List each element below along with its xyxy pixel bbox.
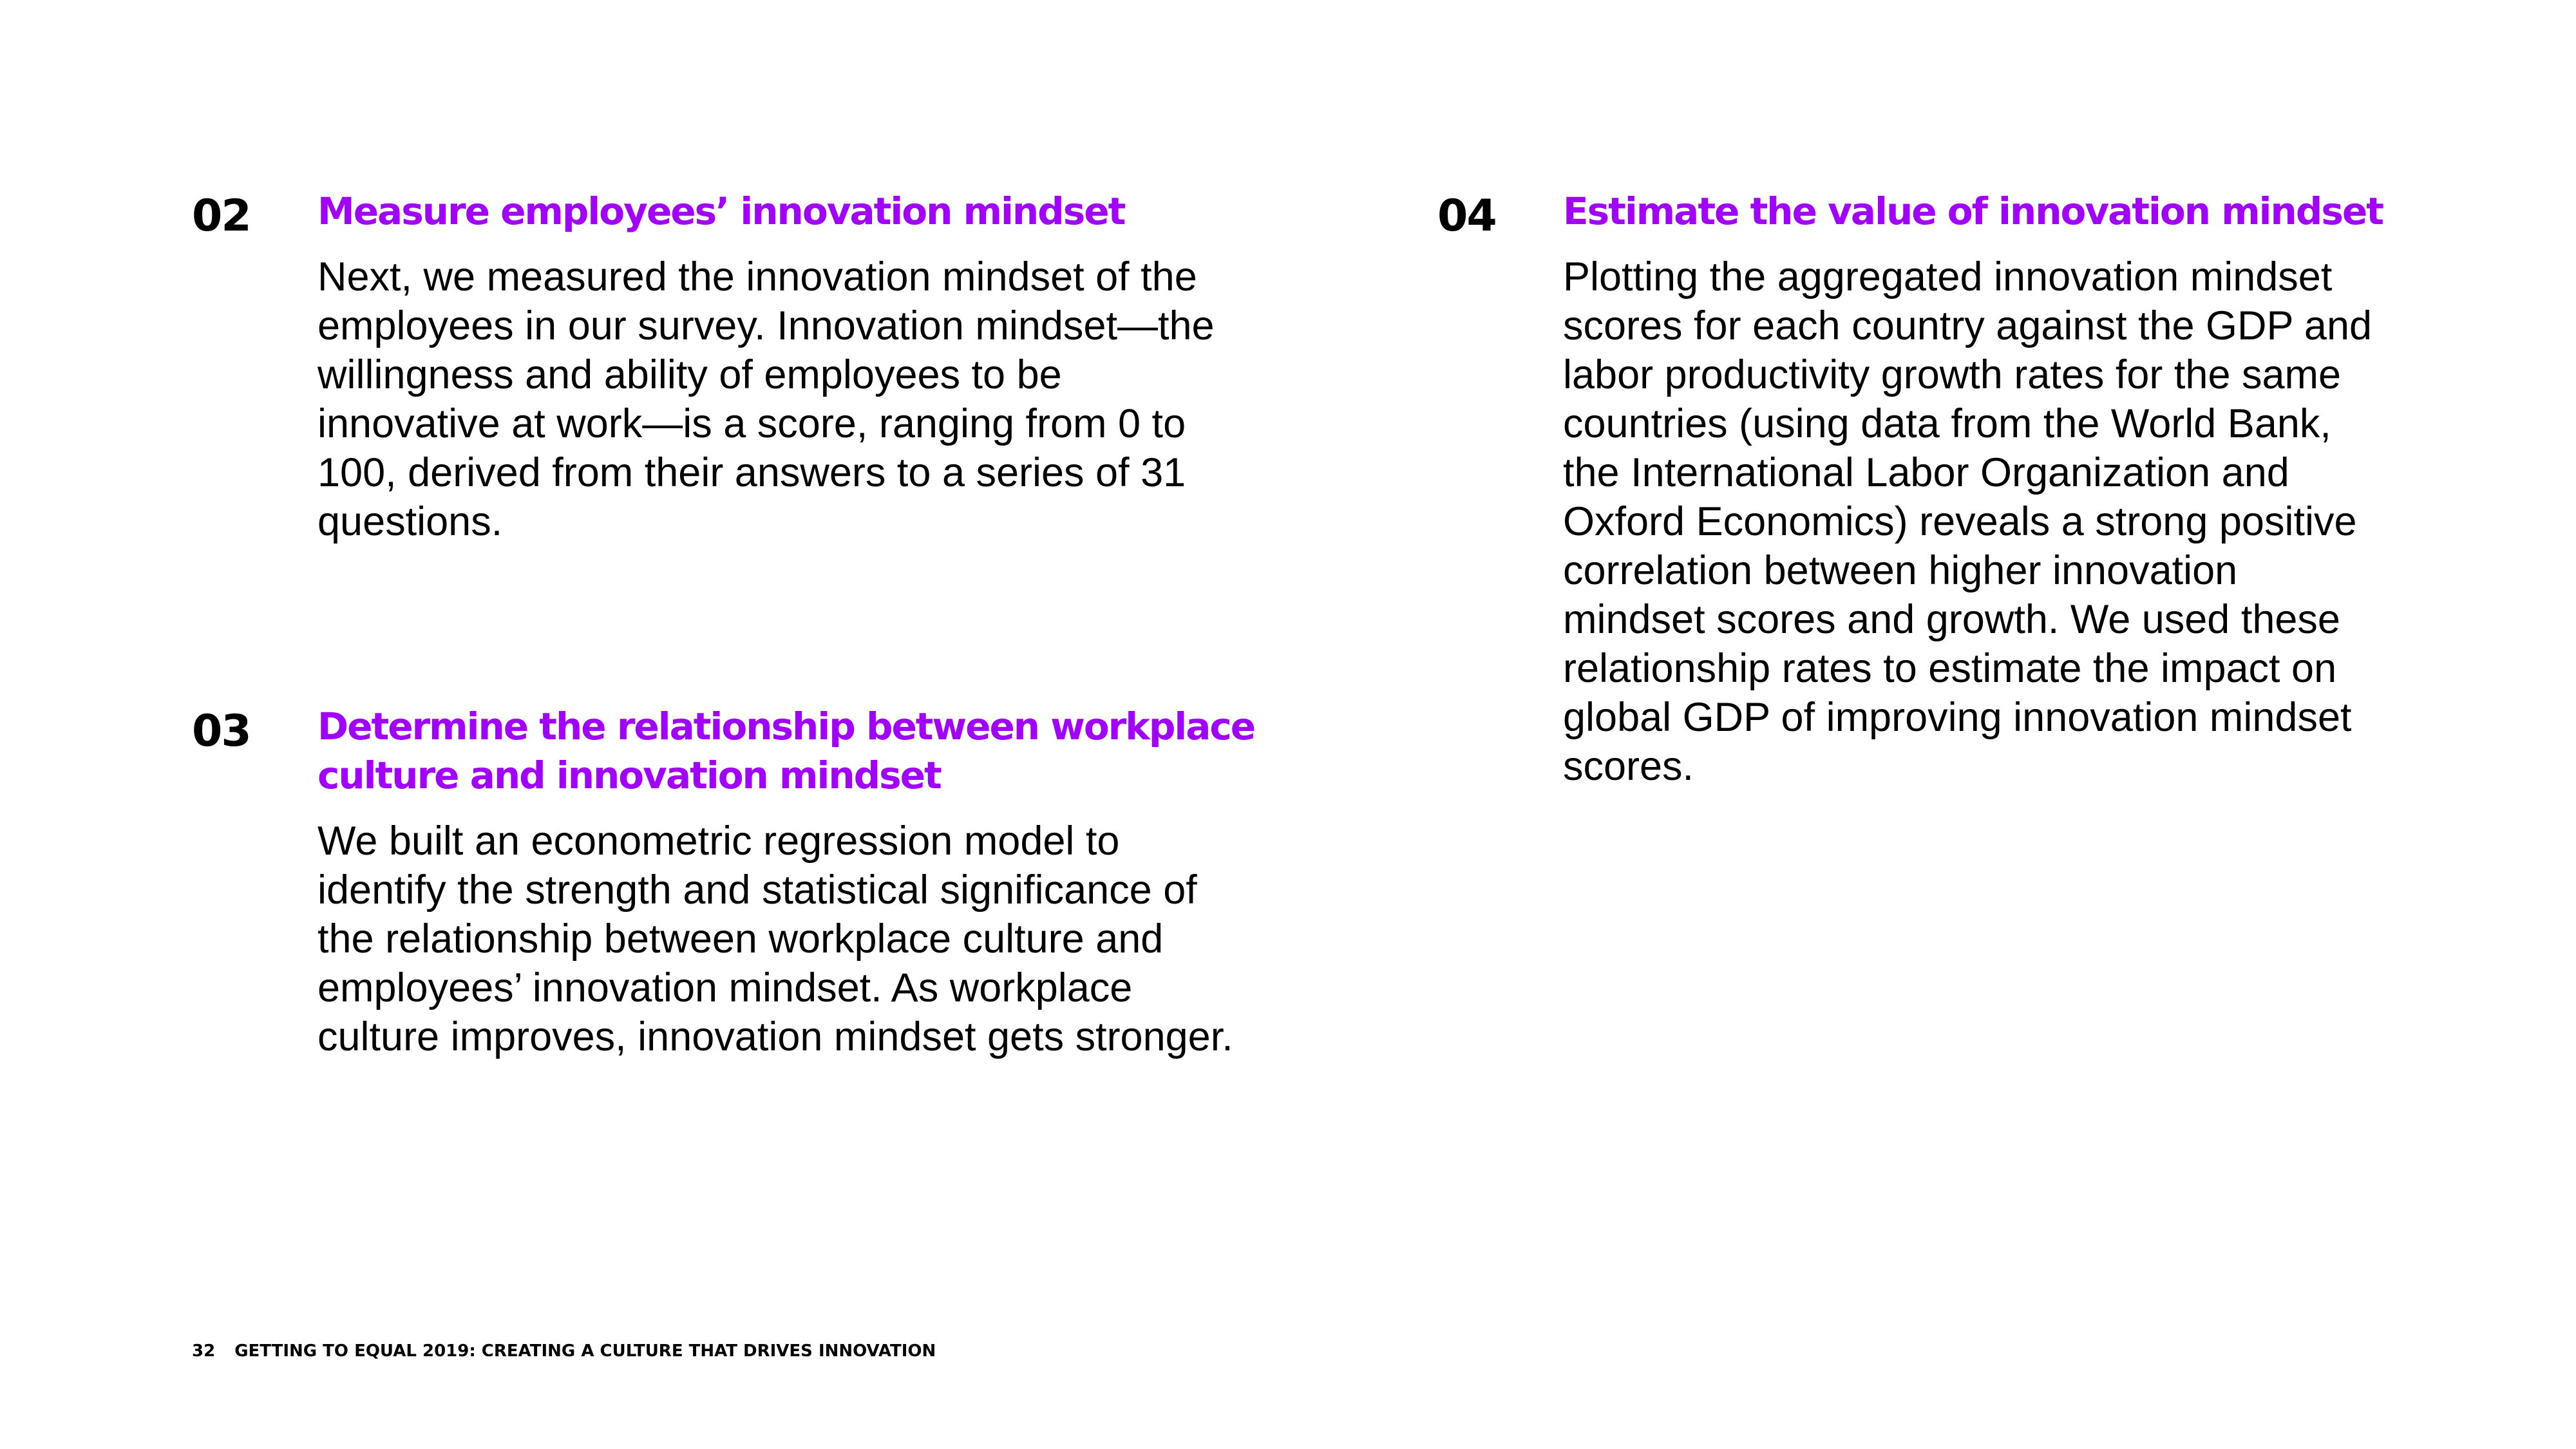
step-number: 04 (1437, 191, 1496, 242)
step-heading: Measure employees’ innovation mindset (317, 189, 1125, 233)
step-heading: Estimate the value of innovation mindset (1563, 189, 2383, 233)
step-heading: Determine the relationship between workplace culture and innovation mindset (317, 705, 1255, 797)
step-content (317, 187, 1215, 546)
step-content (317, 702, 1255, 1061)
step-paragraph: We built an econometric regression model to identify the strength and statistical significance of the relationship between workplace culture and employees’ innovation mindset. As workplace culture improves, innovation mindset gets stronger. (317, 819, 1233, 1059)
footer-title: GETTING TO EQUAL 2019: CREATING A CULTURE THAT DRIVES INNOVATION (234, 1341, 936, 1361)
step-number: 02 (192, 191, 251, 242)
page-number: 32 (192, 1341, 216, 1361)
step-paragraph: Plotting the aggregated innovation mindset scores for each country against the GDP and labor productivity growth rates for the same countries (using data from the World Bank, the International Labor Organization and Oxford Economics) reveals a strong positive correlation between higher innovation mindset scores and growth. We used these relationship rates to estimate the impact on global GDP of improving innovation mindset scores. (1563, 254, 2372, 789)
page-footer (192, 1341, 936, 1361)
step-paragraph: Next, we measured the innovation mindset of the employees in our survey. Innovation mindset—the willingness and ability of employees to be innovative at work—is a score, ranging from 0 to 100, derived from their answers to a series of 31 questions. (317, 254, 1215, 544)
step-content (1563, 187, 2383, 791)
step-number: 03 (192, 706, 251, 757)
